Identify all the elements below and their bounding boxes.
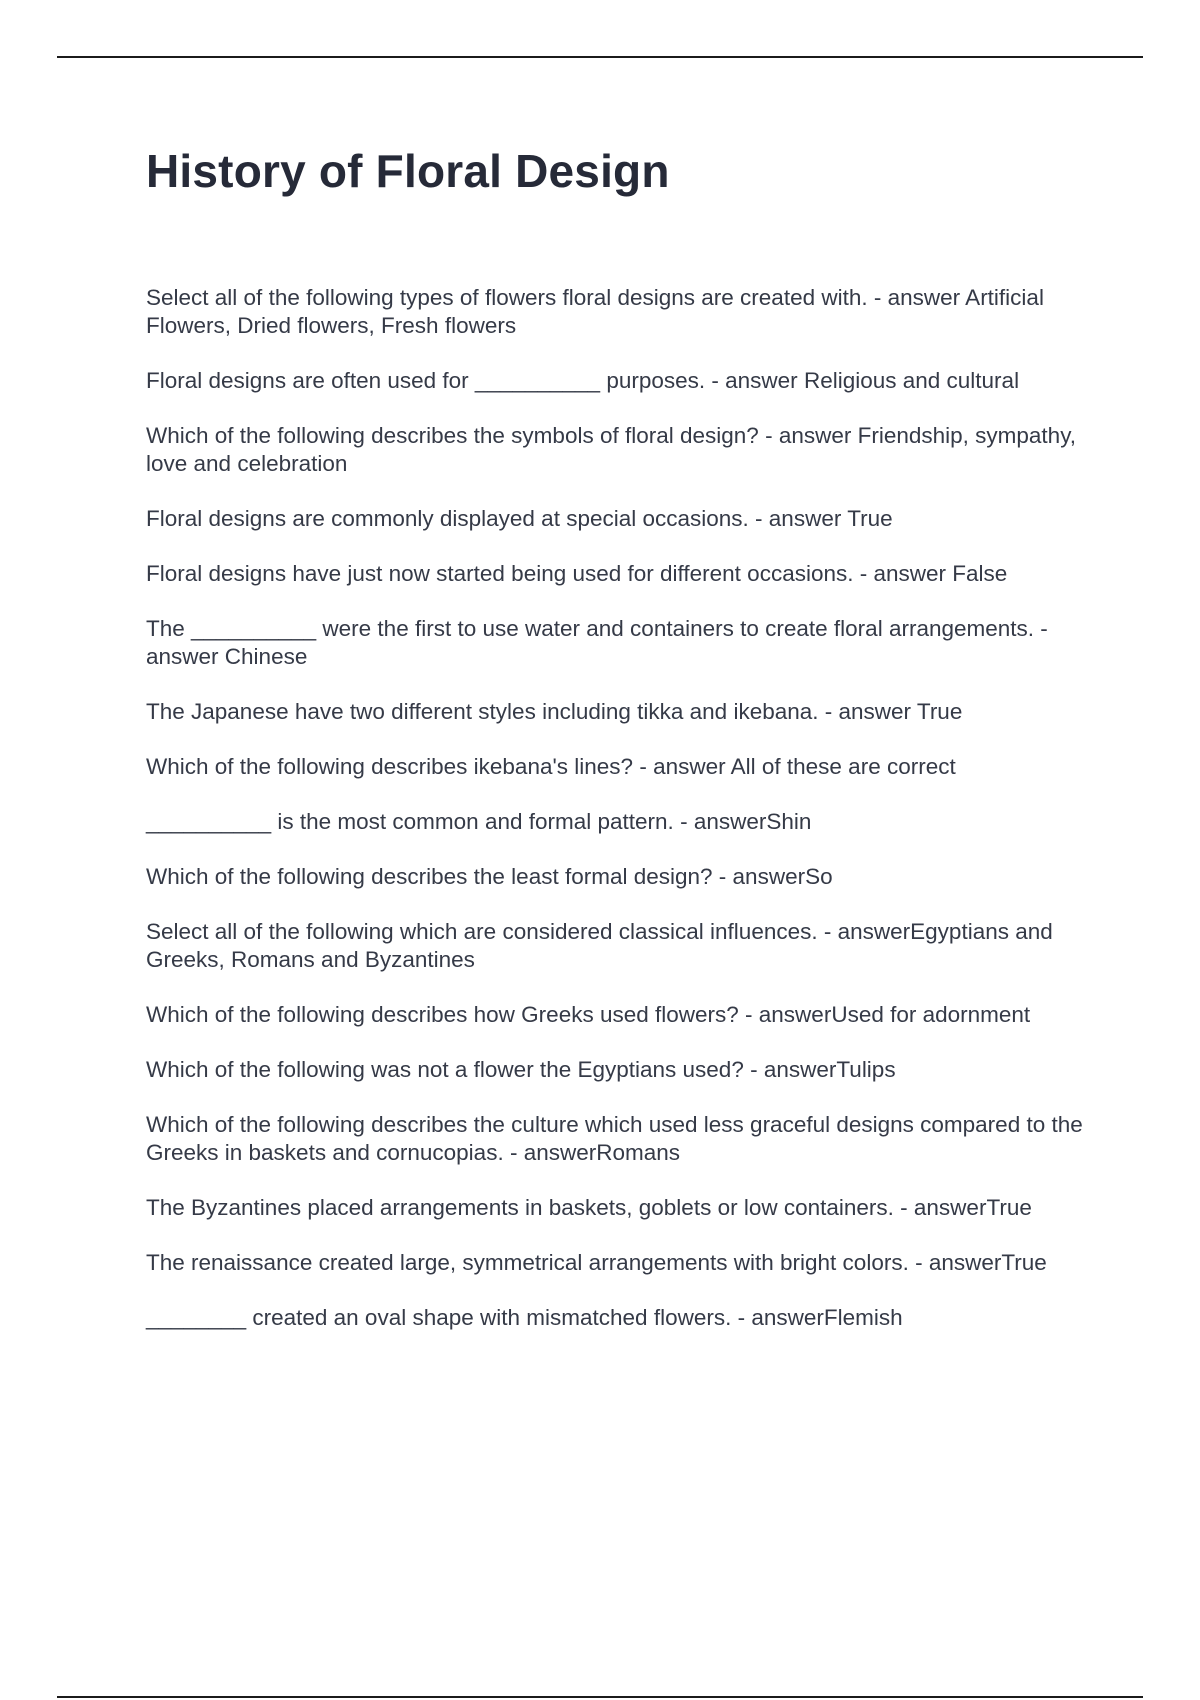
bottom-rule	[57, 1696, 1143, 1698]
question-text: Floral designs are commonly displayed at special occasions.	[146, 506, 749, 531]
answer-text: Romans	[596, 1140, 681, 1165]
separator: -	[738, 1002, 759, 1027]
separator: -	[705, 368, 726, 393]
question-text: Which of the following was not a flower the Egyptians used?	[146, 1057, 744, 1082]
answer-keyword: answer	[732, 864, 806, 889]
separator: -	[748, 506, 769, 531]
qa-item	[146, 505, 1091, 533]
separator: -	[818, 699, 839, 724]
qa-item	[146, 1111, 1091, 1167]
answer-keyword: answer	[693, 809, 767, 834]
answer-keyword: answer	[725, 368, 798, 393]
separator: -	[743, 1057, 764, 1082]
answer-text: Egyptians and Greeks, Romans and Byzantines	[146, 919, 1053, 972]
separator: -	[503, 1140, 524, 1165]
separator: -	[853, 561, 874, 586]
qa-item	[146, 615, 1091, 671]
qa-item	[146, 808, 1091, 836]
separator: -	[731, 1305, 752, 1330]
separator: -	[893, 1195, 914, 1220]
answer-keyword: answer	[763, 1057, 837, 1082]
question-text: The Byzantines placed arrangements in baskets, goblets or low containers.	[146, 1195, 894, 1220]
top-rule	[57, 56, 1143, 58]
question-text: Floral designs have just now started being used for different occasions.	[146, 561, 854, 586]
question-text: __________ is the most common and formal pattern.	[146, 809, 674, 834]
question-text: Which of the following describes the culture which used less graceful designs compared to the Greeks in baskets and cornucopias.	[146, 1112, 1083, 1165]
question-text: The __________ were the first to use water and containers to create floral arrangements.	[146, 616, 1035, 641]
question-text: Which of the following describes ikebana's lines?	[146, 754, 634, 779]
qa-item	[146, 753, 1091, 781]
qa-item	[146, 560, 1091, 588]
qa-item	[146, 918, 1091, 974]
question-text: The Japanese have two different styles including tikka and ikebana.	[146, 699, 819, 724]
question-text: Select all of the following which are considered classical influences.	[146, 919, 818, 944]
separator: -	[817, 919, 838, 944]
separator: -	[673, 809, 694, 834]
answer-keyword: answer	[758, 1002, 832, 1027]
qa-list	[146, 284, 1091, 1359]
answer-keyword: answer	[873, 561, 947, 586]
answer-text: Shin	[766, 809, 812, 834]
question-text: ________ created an oval shape with mismatched flowers.	[146, 1305, 732, 1330]
answer-text: Religious and cultural	[797, 368, 1020, 393]
separator: -	[758, 423, 779, 448]
answer-text: Used for adornment	[831, 1002, 1031, 1027]
qa-item	[146, 367, 1091, 395]
separator: -	[867, 285, 888, 310]
answer-keyword: answer	[838, 699, 912, 724]
answer-text: Chinese	[218, 644, 308, 669]
answer-keyword: answer	[887, 285, 961, 310]
answer-text: All of these are correct	[725, 754, 956, 779]
qa-item	[146, 1249, 1091, 1277]
answer-text: Flemish	[823, 1305, 903, 1330]
answer-text: True	[841, 506, 893, 531]
qa-item	[146, 1194, 1091, 1222]
separator: -	[1034, 616, 1048, 641]
question-text: Which of the following describes the symbols of floral design?	[146, 423, 759, 448]
separator: -	[712, 864, 733, 889]
answer-keyword: answer	[146, 644, 219, 669]
separator: -	[633, 754, 654, 779]
page-title: History of Floral Design	[146, 145, 670, 197]
qa-item	[146, 1304, 1091, 1332]
answer-keyword: answer	[778, 423, 852, 448]
qa-item	[146, 422, 1091, 478]
answer-keyword: answer	[523, 1140, 597, 1165]
answer-keyword: answer	[928, 1250, 1002, 1275]
answer-text: True	[1001, 1250, 1047, 1275]
question-text: Floral designs are often used for __________ purposes.	[146, 368, 706, 393]
qa-item	[146, 1001, 1091, 1029]
question-text: Select all of the following types of flowers floral designs are created with.	[146, 285, 868, 310]
question-text: The renaissance created large, symmetrical arrangements with bright colors.	[146, 1250, 909, 1275]
question-text: Which of the following describes the least formal design?	[146, 864, 713, 889]
answer-keyword: answer	[751, 1305, 824, 1330]
answer-text: Tulips	[836, 1057, 896, 1082]
qa-item	[146, 698, 1091, 726]
qa-item	[146, 863, 1091, 891]
answer-keyword: answer	[653, 754, 726, 779]
answer-text: Artificial Flowers, Dried flowers, Fresh flowers	[146, 285, 1044, 338]
answer-text: True	[986, 1195, 1032, 1220]
question-text: Which of the following describes how Greeks used flowers?	[146, 1002, 739, 1027]
answer-keyword: answer	[913, 1195, 987, 1220]
answer-text: False	[946, 561, 1008, 586]
answer-keyword: answer	[837, 919, 911, 944]
qa-item	[146, 284, 1091, 340]
answer-text: Friendship, sympathy, love and celebration	[146, 423, 1077, 476]
qa-item	[146, 1056, 1091, 1084]
answer-text: True	[911, 699, 963, 724]
separator: -	[908, 1250, 929, 1275]
answer-keyword: answer	[768, 506, 842, 531]
answer-text: So	[805, 864, 833, 889]
